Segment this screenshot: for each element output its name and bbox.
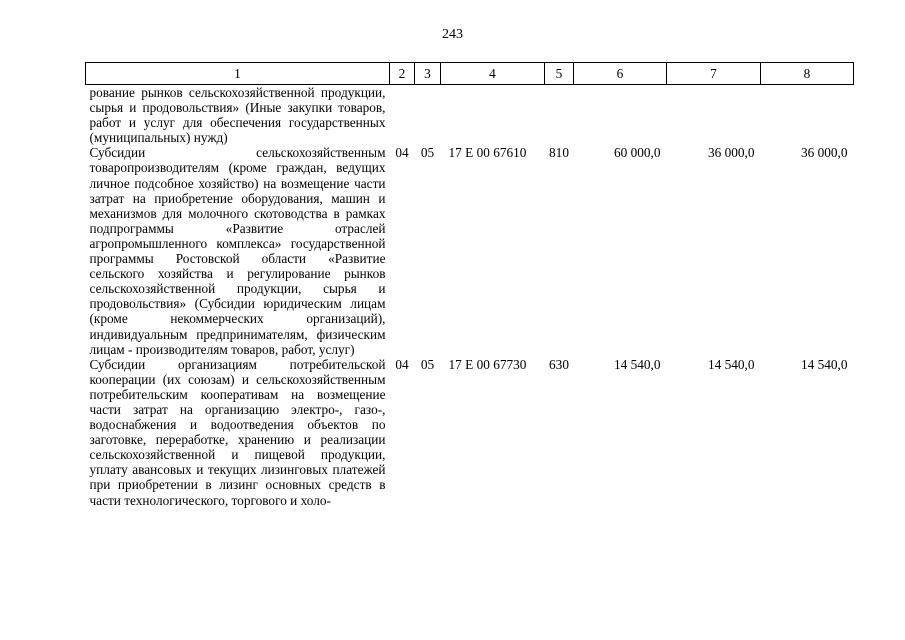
column-header-4: 4 xyxy=(441,63,545,85)
page-number: 243 xyxy=(442,27,463,42)
row-description: Субсидии организациям потребительской кооперации (их союзам) и сельскохозяйственным потребительским кооперативам на возмещение части затрат на организацию электро-, газо-, водоснабжения и водоотведения объектов по заготовке, переработке, хранению и реализации сельскохозяйственной и пищевой продукции, уплату авансовых и текущих лизинговых платежей при приобретении в лизинг основных средств в части технологического, торгового и холо- xyxy=(89,356,386,508)
budget-table xyxy=(85,62,854,508)
row-subsection-code: 05 xyxy=(420,356,435,372)
row-description: Субсидии сельскохозяйственным товаропроизводителям (кроме граждан, ведущих личное подсобное хозяйство) на возмещение части затрат на приобретение оборудования, машин и механизмов для молочного скотоводства в рамках подпрограммы «Развитие отраслей агропромышленного комплекса» государственной программы Ростовской области «Развитие сельского хозяйства и регулирование рынков сельскохозяйственной продукции, сырья и продовольствия» (Субсидии юридическим лицам (кроме некоммерческих организаций), индивидуальным предпринимателям, физическим лицам - производителям товаров, работ, услуг) xyxy=(89,145,386,357)
row-description: рование рынков сельскохозяйственной продукции, сырья и продовольствия» (Иные закупки товаров, работ и услуг для обеспечения государственных (муниципальных) нужд) xyxy=(89,85,386,146)
row-target-article: 17 Е 00 67730 xyxy=(448,356,527,372)
column-header-1: 1 xyxy=(86,63,390,85)
row-amount-1 xyxy=(574,85,667,146)
row-amount-3: 36 000,0 xyxy=(800,145,848,161)
row-section-code: 04 xyxy=(395,356,409,372)
column-header-3: 3 xyxy=(415,63,441,85)
column-header-2: 2 xyxy=(390,63,415,85)
row-expense-type: 630 xyxy=(549,356,569,372)
row-target-article xyxy=(441,85,545,146)
column-header-6: 6 xyxy=(574,63,667,85)
row-amount-1: 14 540,0 xyxy=(613,356,661,372)
row-amount-2: 36 000,0 xyxy=(707,145,755,161)
row-amount-3: 14 540,0 xyxy=(800,356,848,372)
column-header-5: 5 xyxy=(545,63,574,85)
column-header-7: 7 xyxy=(667,63,761,85)
row-amount-3 xyxy=(761,85,854,146)
row-subsection-code xyxy=(415,85,441,146)
row-expense-type: 810 xyxy=(549,145,569,161)
table-row xyxy=(86,145,854,356)
row-amount-2 xyxy=(667,85,761,146)
row-section-code: 04 xyxy=(395,145,409,161)
column-header-8: 8 xyxy=(761,63,854,85)
table-header-row xyxy=(86,63,854,85)
row-expense-type xyxy=(545,85,574,146)
row-amount-2: 14 540,0 xyxy=(707,356,755,372)
row-section-code xyxy=(390,85,415,146)
table-row xyxy=(86,357,854,508)
table-row xyxy=(86,85,854,146)
row-amount-1: 60 000,0 xyxy=(613,145,661,161)
row-target-article: 17 Е 00 67610 xyxy=(448,145,527,161)
row-subsection-code: 05 xyxy=(420,145,435,161)
